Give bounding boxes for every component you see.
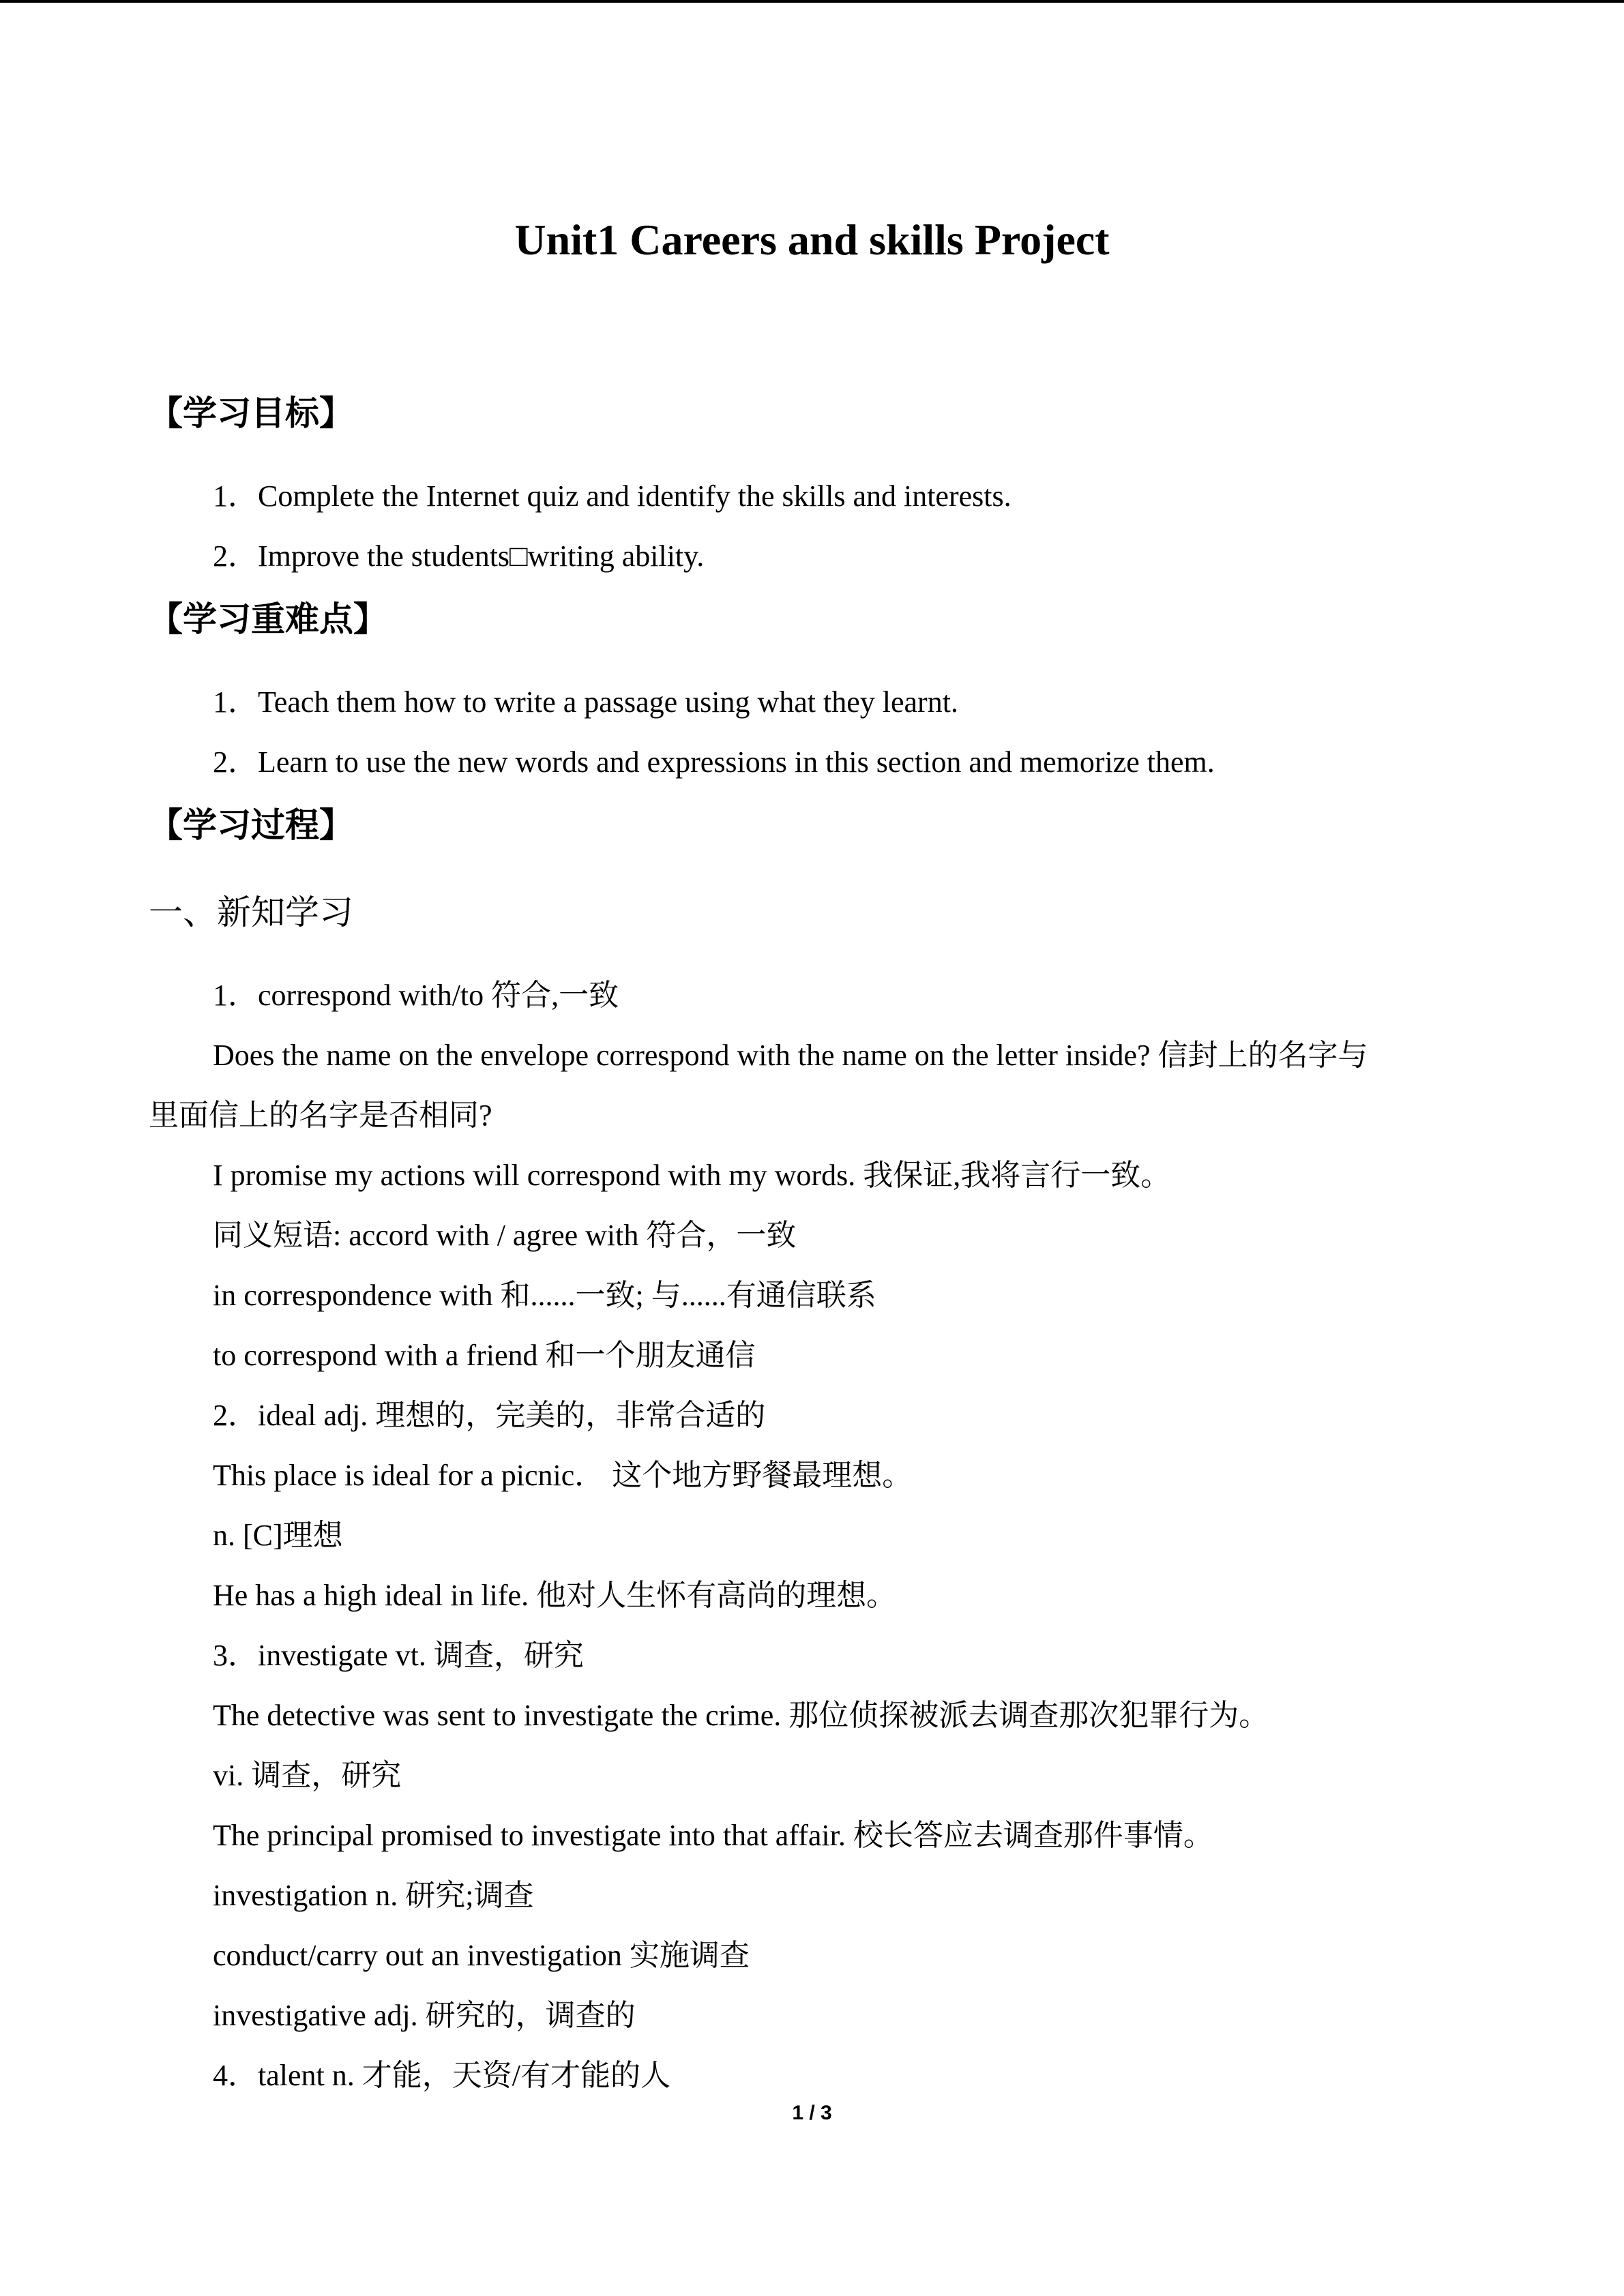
page-number: 1 / 3 [792,2102,832,2124]
content-line: investigation n. 研究;调查 [213,1879,534,1912]
content-line: 同义短语: accord with / agree with 符合，一致 [213,1219,797,1252]
content-line: The principal promised to investigate into that affair. 校长答应去调查那件事情。 [213,1819,1213,1852]
content-line: 4．talent n. 才能，天资/有才能的人 [213,2059,670,2092]
content-line: 2．ideal adj. 理想的，完美的，非常合适的 [213,1399,766,1432]
content-line: n. [C]理想 [213,1519,343,1552]
key-point-item: 2．Learn to use the new words and expressions in this section and memorize them. [213,745,1215,779]
content-line: He has a high ideal in life. 他对人生怀有高尚的理想。 [213,1579,897,1612]
key-points-heading: 【学习重难点】 [149,599,387,639]
content-line: I promise my actions will correspond with my words. 我保证,我将言行一致。 [213,1159,1171,1192]
content-line: to correspond with a friend 和一个朋友通信 [213,1339,756,1372]
content-line: in correspondence with 和......一致; 与......有通信联系 [213,1279,876,1312]
content-line: vi. 调查，研究 [213,1759,402,1792]
objective-item: 1．Complete the Internet quiz and identify the skills and interests. [213,479,1012,513]
content-line: The detective was sent to investigate the crime. 那位侦探被派去调查那次犯罪行为。 [213,1699,1269,1732]
page-title: Unit1 Careers and skills Project [514,215,1110,264]
new-knowledge-heading: 一、新知学习 [149,893,353,932]
content-line: Does the name on the envelope correspond with the name on the letter inside? 信封上的名字与 [213,1039,1368,1072]
content-line: investigative adj. 研究的，调查的 [213,1999,636,2032]
content-line: conduct/carry out an investigation 实施调查 [213,1939,750,1972]
key-point-item: 1．Teach them how to write a passage using what they learnt. [213,685,958,719]
content-line: This place is ideal for a picnic． 这个地方野餐最理想。 [213,1459,913,1492]
top-border [0,0,1624,3]
objective-item: 2．Improve the students□writing ability. [213,539,705,573]
content-line: 里面信上的名字是否相同? [149,1099,492,1132]
content-line: 1．correspond with/to 符合,一致 [213,979,619,1012]
process-heading: 【学习过程】 [149,805,353,845]
objectives-heading: 【学习目标】 [149,393,353,433]
content-line: 3．investigate vt. 调查，研究 [213,1639,584,1672]
